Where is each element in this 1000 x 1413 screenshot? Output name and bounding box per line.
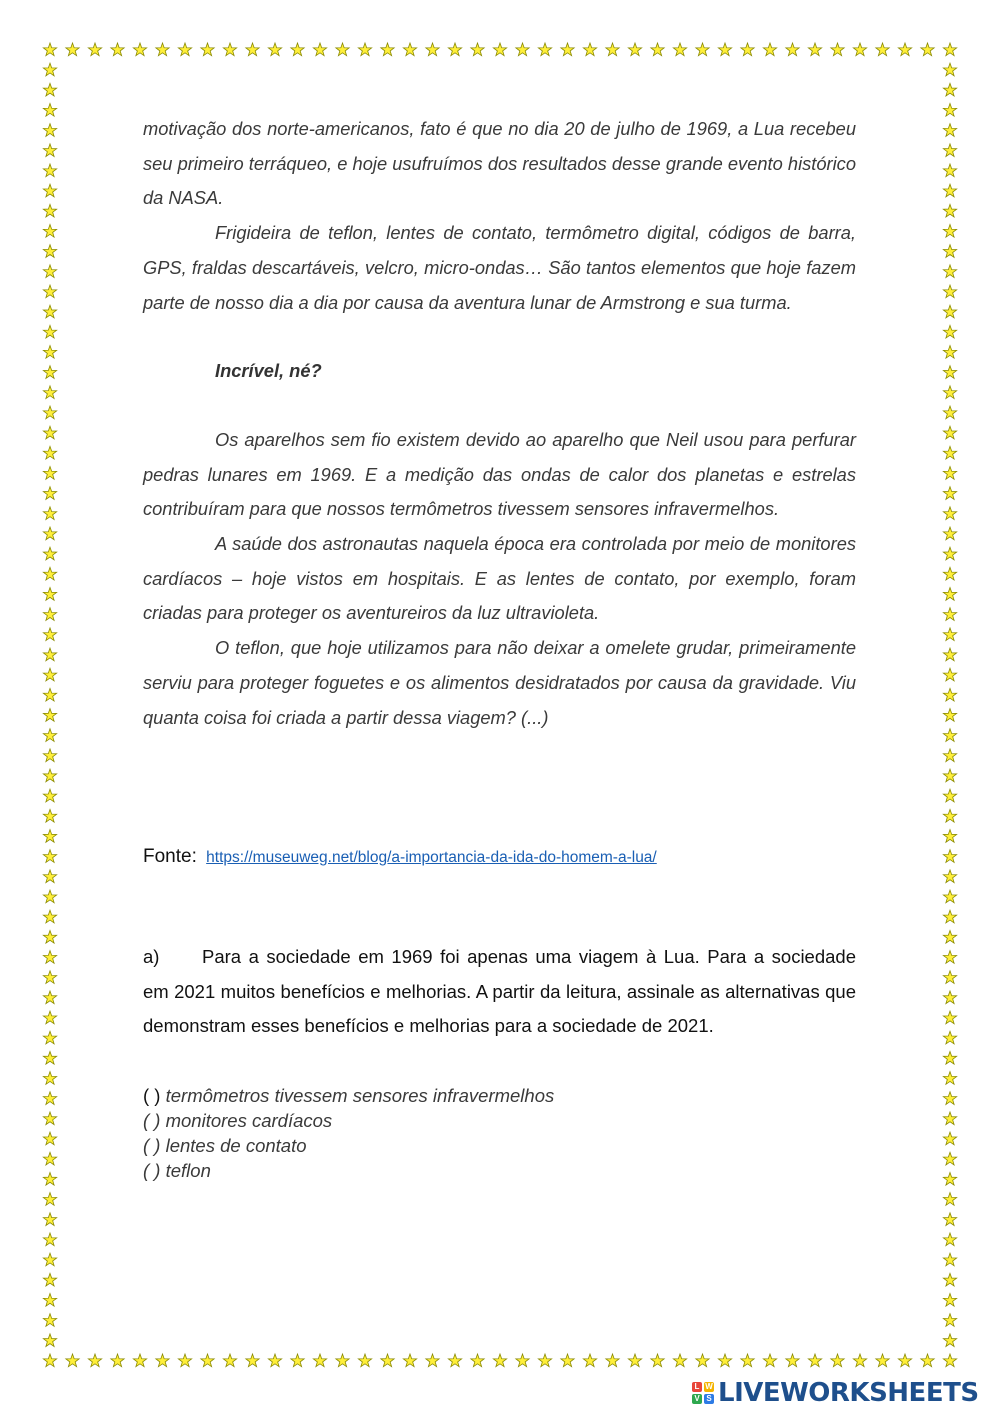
star-icon bbox=[943, 1031, 956, 1044]
logo-text: LIVEWORKSHEETS bbox=[718, 1378, 979, 1408]
star-icon bbox=[43, 729, 56, 742]
star-icon bbox=[43, 63, 56, 76]
star-icon bbox=[313, 43, 326, 56]
star-icon bbox=[448, 43, 461, 56]
star-icon bbox=[943, 1213, 956, 1226]
star-icon bbox=[43, 971, 56, 984]
star-icon bbox=[43, 1031, 56, 1044]
option-box[interactable]: ( ) bbox=[143, 1110, 161, 1131]
star-icon bbox=[696, 1354, 709, 1367]
star-icon bbox=[943, 63, 956, 76]
star-icon bbox=[43, 830, 56, 843]
star-icon bbox=[943, 83, 956, 96]
star-icon bbox=[763, 43, 776, 56]
star-icon bbox=[943, 1273, 956, 1286]
article-paragraph-4: A saúde dos astronautas naquela época era controlada por meio de monitores cardíacos – hoje vistos em hospitais. E as lentes de contato, por exemplo, foram criadas para proteger os aventureiros da luz ultravioleta. bbox=[143, 533, 856, 624]
logo-icon-cell: W bbox=[705, 1382, 713, 1391]
star-icon bbox=[943, 1072, 956, 1085]
star-icon bbox=[898, 1354, 911, 1367]
star-icon bbox=[943, 1051, 956, 1064]
star-icon bbox=[741, 43, 754, 56]
star-icon bbox=[718, 43, 731, 56]
star-icon bbox=[696, 43, 709, 56]
star-icon bbox=[943, 709, 956, 722]
star-icon bbox=[43, 406, 56, 419]
option-box[interactable]: ( ) bbox=[143, 1160, 161, 1181]
star-icon bbox=[358, 1354, 371, 1367]
article bbox=[143, 112, 856, 735]
star-icon bbox=[66, 1354, 79, 1367]
star-icon bbox=[943, 265, 956, 278]
star-icon bbox=[943, 386, 956, 399]
star-icon bbox=[943, 164, 956, 177]
question-a bbox=[143, 940, 856, 1044]
star-icon bbox=[43, 487, 56, 500]
question-text: Para a sociedade em 1969 foi apenas uma viagem à Lua. Para a sociedade em 2021 muitos benefícios e melhorias. A partir da leitura, assinale as alternativas que demonstram esses benefícios e melhorias para a sociedade de 2021. bbox=[143, 946, 856, 1037]
star-icon bbox=[943, 1253, 956, 1266]
star-icon bbox=[43, 809, 56, 822]
star-icon bbox=[943, 1334, 956, 1347]
star-icon bbox=[448, 1354, 461, 1367]
star-icon bbox=[43, 1334, 56, 1347]
star-icon bbox=[358, 43, 371, 56]
star-icon bbox=[538, 1354, 551, 1367]
star-icon bbox=[673, 1354, 686, 1367]
star-icon bbox=[943, 1172, 956, 1185]
star-icon bbox=[538, 43, 551, 56]
star-icon bbox=[43, 1132, 56, 1145]
star-icon bbox=[898, 43, 911, 56]
star-icon bbox=[943, 325, 956, 338]
star-icon bbox=[268, 1354, 281, 1367]
star-icon bbox=[471, 43, 484, 56]
star-icon bbox=[43, 688, 56, 701]
star-icon bbox=[943, 366, 956, 379]
star-icon bbox=[943, 406, 956, 419]
star-icon bbox=[43, 507, 56, 520]
star-icon bbox=[381, 43, 394, 56]
logo-icon bbox=[692, 1382, 714, 1404]
star-icon bbox=[43, 1293, 56, 1306]
star-icon bbox=[943, 789, 956, 802]
star-icon bbox=[426, 1354, 439, 1367]
star-icon bbox=[43, 1072, 56, 1085]
star-icon bbox=[43, 850, 56, 863]
star-icon bbox=[943, 184, 956, 197]
star-icon bbox=[583, 1354, 596, 1367]
star-icon bbox=[268, 43, 281, 56]
question-label: a) bbox=[143, 946, 160, 967]
star-icon bbox=[403, 43, 416, 56]
star-icon bbox=[943, 588, 956, 601]
star-icon bbox=[943, 1193, 956, 1206]
star-icon bbox=[943, 951, 956, 964]
star-icon bbox=[943, 971, 956, 984]
star-icon bbox=[43, 1273, 56, 1286]
star-icon bbox=[43, 628, 56, 641]
star-icon bbox=[88, 43, 101, 56]
star-icon bbox=[43, 325, 56, 338]
star-icon bbox=[561, 1354, 574, 1367]
star-icon bbox=[43, 164, 56, 177]
star-icon bbox=[628, 43, 641, 56]
option-text: teflon bbox=[165, 1160, 211, 1181]
star-icon bbox=[943, 1092, 956, 1105]
star-icon bbox=[943, 1152, 956, 1165]
star-icon bbox=[943, 870, 956, 883]
star-icon bbox=[853, 1354, 866, 1367]
star-icon bbox=[943, 749, 956, 762]
star-icon bbox=[876, 43, 889, 56]
star-icon bbox=[943, 225, 956, 238]
star-icon bbox=[43, 305, 56, 318]
star-icon bbox=[156, 43, 169, 56]
star-icon bbox=[223, 1354, 236, 1367]
star-icon bbox=[43, 467, 56, 480]
star-icon bbox=[583, 43, 596, 56]
star-icon bbox=[43, 1011, 56, 1024]
article-paragraph-5: O teflon, que hoje utilizamos para não deixar a omelete grudar, primeiramente serviu para proteger foguetes e os alimentos desidratados por causa da gravidade. Viu quanta coisa foi criada a partir dessa viagem? (...) bbox=[143, 637, 856, 728]
star-icon bbox=[43, 204, 56, 217]
star-icon bbox=[43, 567, 56, 580]
option-checkbox-3[interactable] bbox=[143, 1133, 554, 1158]
star-icon bbox=[943, 608, 956, 621]
star-icon bbox=[943, 144, 956, 157]
star-icon bbox=[943, 890, 956, 903]
star-icon bbox=[43, 588, 56, 601]
star-icon bbox=[943, 648, 956, 661]
star-icon bbox=[943, 729, 956, 742]
star-icon bbox=[43, 789, 56, 802]
star-icon bbox=[561, 43, 574, 56]
star-icon bbox=[516, 1354, 529, 1367]
star-icon bbox=[201, 1354, 214, 1367]
star-icon bbox=[943, 527, 956, 540]
star-icon bbox=[43, 1172, 56, 1185]
option-text: lentes de contato bbox=[165, 1135, 307, 1156]
source-line bbox=[143, 846, 657, 868]
star-icon bbox=[201, 43, 214, 56]
option-checkbox-2[interactable] bbox=[143, 1108, 554, 1133]
star-icon bbox=[43, 890, 56, 903]
star-icon bbox=[43, 43, 56, 56]
star-icon bbox=[43, 608, 56, 621]
star-icon bbox=[291, 1354, 304, 1367]
star-icon bbox=[516, 43, 529, 56]
star-icon bbox=[43, 547, 56, 560]
star-icon bbox=[943, 830, 956, 843]
star-icon bbox=[741, 1354, 754, 1367]
star-icon bbox=[43, 1112, 56, 1125]
star-icon bbox=[943, 487, 956, 500]
star-icon bbox=[876, 1354, 889, 1367]
option-text: termômetros tivessem sensores infravermelhos bbox=[165, 1085, 555, 1106]
star-icon bbox=[943, 547, 956, 560]
star-icon bbox=[43, 648, 56, 661]
star-icon bbox=[43, 769, 56, 782]
logo-icon-cell: S bbox=[704, 1394, 714, 1404]
star-icon bbox=[831, 1354, 844, 1367]
star-icon bbox=[43, 870, 56, 883]
star-icon bbox=[943, 1132, 956, 1145]
star-icon bbox=[943, 850, 956, 863]
star-icon bbox=[43, 709, 56, 722]
star-icon bbox=[943, 285, 956, 298]
star-icon bbox=[943, 769, 956, 782]
star-icon bbox=[943, 1011, 956, 1024]
star-icon bbox=[43, 1354, 56, 1367]
star-icon bbox=[43, 910, 56, 923]
star-icon bbox=[943, 305, 956, 318]
star-icon bbox=[43, 749, 56, 762]
article-heading: Incrível, né? bbox=[215, 360, 322, 382]
star-icon bbox=[43, 245, 56, 258]
star-icon bbox=[313, 1354, 326, 1367]
star-icon bbox=[831, 43, 844, 56]
star-icon bbox=[43, 527, 56, 540]
star-icon bbox=[178, 1354, 191, 1367]
star-icon bbox=[43, 1314, 56, 1327]
star-icon bbox=[943, 1354, 956, 1367]
star-icon bbox=[43, 951, 56, 964]
star-icon bbox=[43, 1092, 56, 1105]
star-icon bbox=[718, 1354, 731, 1367]
star-icon bbox=[943, 346, 956, 359]
star-icon bbox=[921, 43, 934, 56]
liveworksheets-logo bbox=[692, 1378, 979, 1408]
star-icon bbox=[493, 43, 506, 56]
star-icon bbox=[426, 43, 439, 56]
star-icon bbox=[943, 567, 956, 580]
star-icon bbox=[43, 1253, 56, 1266]
star-icon bbox=[943, 1112, 956, 1125]
logo-icon-cell: L bbox=[692, 1382, 702, 1392]
article-paragraph-3: Os aparelhos sem fio existem devido ao aparelho que Neil usou para perfurar pedras lunares em 1969. E a medição das ondas de calor dos planetas e estrelas contribuíram para que nossos termômetros tivessem sensores infravermelhos. bbox=[143, 428, 856, 520]
star-icon bbox=[763, 1354, 776, 1367]
star-icon bbox=[246, 43, 259, 56]
star-icon bbox=[673, 43, 686, 56]
star-icon bbox=[43, 426, 56, 439]
star-icon bbox=[943, 668, 956, 681]
star-icon bbox=[786, 43, 799, 56]
star-icon bbox=[43, 83, 56, 96]
article-paragraph-2: Frigideira de teflon, lentes de contato, termômetro digital, códigos de barra, GPS, fraldas descartáveis, velcro, micro-ondas… São tantos elementos que hoje fazem parte de nosso dia a dia por causa da aventura lunar de Armstrong e sua turma. bbox=[143, 222, 856, 313]
star-icon bbox=[628, 1354, 641, 1367]
star-icon bbox=[606, 43, 619, 56]
star-icon bbox=[943, 104, 956, 117]
answer-options bbox=[143, 1083, 554, 1183]
star-icon bbox=[943, 1314, 956, 1327]
star-icon bbox=[43, 1152, 56, 1165]
star-icon bbox=[43, 285, 56, 298]
option-text: monitores cardíacos bbox=[165, 1110, 333, 1131]
star-icon bbox=[943, 628, 956, 641]
star-icon bbox=[111, 1354, 124, 1367]
star-icon bbox=[43, 104, 56, 117]
star-icon bbox=[43, 1213, 56, 1226]
star-icon bbox=[381, 1354, 394, 1367]
logo-icon-cell: V bbox=[692, 1394, 702, 1404]
star-icon bbox=[943, 688, 956, 701]
star-icon bbox=[43, 991, 56, 1004]
option-checkbox-4[interactable] bbox=[143, 1158, 554, 1183]
star-icon bbox=[133, 43, 146, 56]
option-box[interactable]: ( ) bbox=[143, 1085, 161, 1106]
star-icon bbox=[921, 1354, 934, 1367]
star-icon bbox=[43, 366, 56, 379]
star-icon bbox=[43, 386, 56, 399]
star-icon bbox=[853, 43, 866, 56]
star-icon bbox=[943, 446, 956, 459]
star-icon bbox=[943, 930, 956, 943]
star-icon bbox=[808, 1354, 821, 1367]
star-icon bbox=[943, 809, 956, 822]
star-icon bbox=[43, 1051, 56, 1064]
star-icon bbox=[403, 1354, 416, 1367]
star-icon bbox=[43, 265, 56, 278]
star-icon bbox=[178, 43, 191, 56]
option-box[interactable]: ( ) bbox=[143, 1135, 161, 1156]
star-icon bbox=[156, 1354, 169, 1367]
source-label: Fonte: bbox=[143, 846, 197, 867]
star-icon bbox=[808, 43, 821, 56]
star-icon bbox=[246, 1354, 259, 1367]
star-icon bbox=[43, 144, 56, 157]
star-icon bbox=[943, 507, 956, 520]
star-icon bbox=[651, 1354, 664, 1367]
star-icon bbox=[471, 1354, 484, 1367]
star-icon bbox=[43, 346, 56, 359]
star-icon bbox=[943, 991, 956, 1004]
star-icon bbox=[43, 668, 56, 681]
star-icon bbox=[943, 1293, 956, 1306]
star-icon bbox=[43, 1193, 56, 1206]
star-icon bbox=[43, 184, 56, 197]
star-icon bbox=[336, 1354, 349, 1367]
star-icon bbox=[943, 910, 956, 923]
star-icon bbox=[943, 426, 956, 439]
star-icon bbox=[88, 1354, 101, 1367]
star-icon bbox=[651, 43, 664, 56]
star-icon bbox=[43, 446, 56, 459]
star-icon bbox=[943, 204, 956, 217]
star-icon bbox=[786, 1354, 799, 1367]
star-icon bbox=[43, 930, 56, 943]
star-icon bbox=[943, 467, 956, 480]
option-checkbox-1[interactable] bbox=[143, 1083, 554, 1108]
star-icon bbox=[133, 1354, 146, 1367]
source-link[interactable]: https://museuweg.net/blog/a-importancia-da-ida-do-homem-a-lua/ bbox=[206, 849, 657, 866]
star-icon bbox=[66, 43, 79, 56]
star-icon bbox=[291, 43, 304, 56]
star-icon bbox=[111, 43, 124, 56]
star-icon bbox=[943, 43, 956, 56]
star-icon bbox=[943, 1233, 956, 1246]
article-paragraph-1: motivação dos norte-americanos, fato é que no dia 20 de julho de 1969, a Lua recebeu seu primeiro terráqueo, e hoje usufruímos dos resultados desse grande evento histórico da NASA. bbox=[143, 118, 856, 209]
star-icon bbox=[223, 43, 236, 56]
star-icon bbox=[493, 1354, 506, 1367]
star-icon bbox=[606, 1354, 619, 1367]
star-icon bbox=[43, 225, 56, 238]
star-icon bbox=[43, 1233, 56, 1246]
star-icon bbox=[43, 124, 56, 137]
star-icon bbox=[943, 124, 956, 137]
star-icon bbox=[336, 43, 349, 56]
star-icon bbox=[943, 245, 956, 258]
